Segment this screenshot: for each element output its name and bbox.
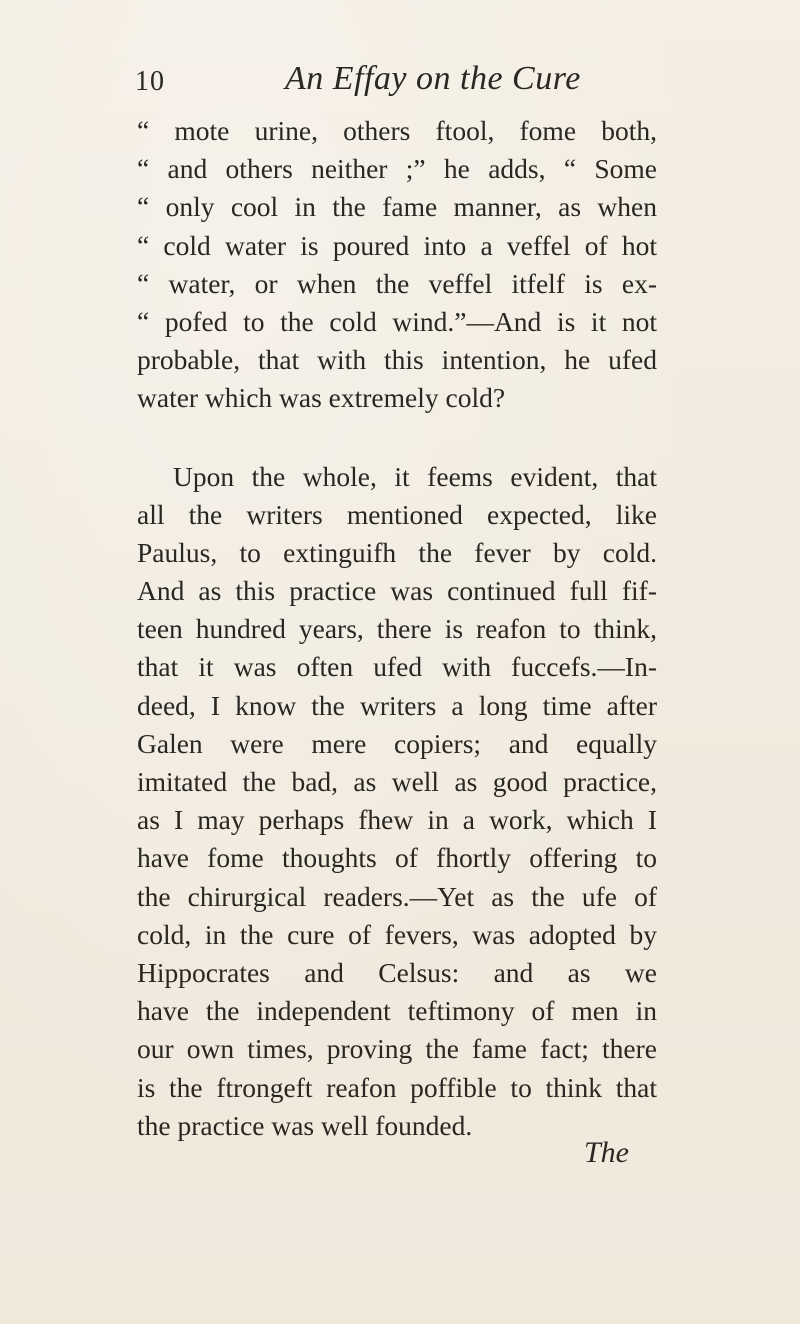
paragraph	[137, 458, 657, 1145]
text-line: is the ftrongeft reafon poffible to think that	[137, 1071, 657, 1103]
page-header	[135, 60, 645, 110]
text-line: all the writers mentioned expected, like	[137, 498, 657, 530]
text-line: “ mote urine, others ftool, fome both,	[137, 115, 657, 146]
text-line: Galen were mere copiers; and equally	[137, 727, 657, 759]
text-line: have the independent teftimony of men in	[137, 995, 657, 1027]
text-line: that it was often ufed with fuccefs.—In-	[137, 651, 657, 683]
text-line: Paulus, to extinguifh the fever by cold.	[137, 536, 657, 568]
paragraph	[137, 112, 657, 418]
text-line: Upon the whole, it feems evident, that	[173, 460, 657, 492]
text-line: the practice was well founded.	[137, 1109, 473, 1141]
text-line: And as this practice was continued full fif-	[137, 575, 657, 607]
text-line: “ pofed to the cold wind.”—And is it not	[137, 305, 657, 337]
text-line: imitated the bad, as well as good practice,	[137, 766, 657, 797]
running-head: An Effay on the Cure	[285, 60, 581, 97]
text-line: Hippocrates and Celsus: and as we	[137, 956, 657, 988]
text-line: water which was extremely cold?	[137, 382, 506, 414]
text-line: have fome thoughts of fhortly offering to	[137, 842, 657, 874]
text-line: as I may perhaps fhew in a work, which I	[137, 804, 657, 836]
paragraph-gap	[137, 418, 657, 458]
text-line: our own times, proving the fame fact; there	[137, 1033, 657, 1065]
text-line: the chirurgical readers.—Yet as the ufe of	[137, 880, 657, 912]
text-line: teen hundred years, there is reafon to think,	[137, 613, 657, 645]
page-number: 10	[135, 66, 165, 97]
text-line: “ and others neither ;” he adds, “ Some	[137, 153, 657, 185]
text-line: “ only cool in the fame manner, as when	[137, 191, 657, 223]
catchword: The	[584, 1136, 629, 1169]
text-line: “ water, or when the veffel itfelf is ex-	[137, 267, 657, 299]
text-line: cold, in the cure of fevers, was adopted by	[137, 918, 657, 950]
text-line: “ cold water is poured into a veffel of hot	[137, 229, 657, 261]
text-line: probable, that with this intention, he ufed	[137, 344, 657, 376]
body-text	[137, 112, 657, 1145]
text-line: deed, I know the writers a long time after	[137, 689, 657, 721]
